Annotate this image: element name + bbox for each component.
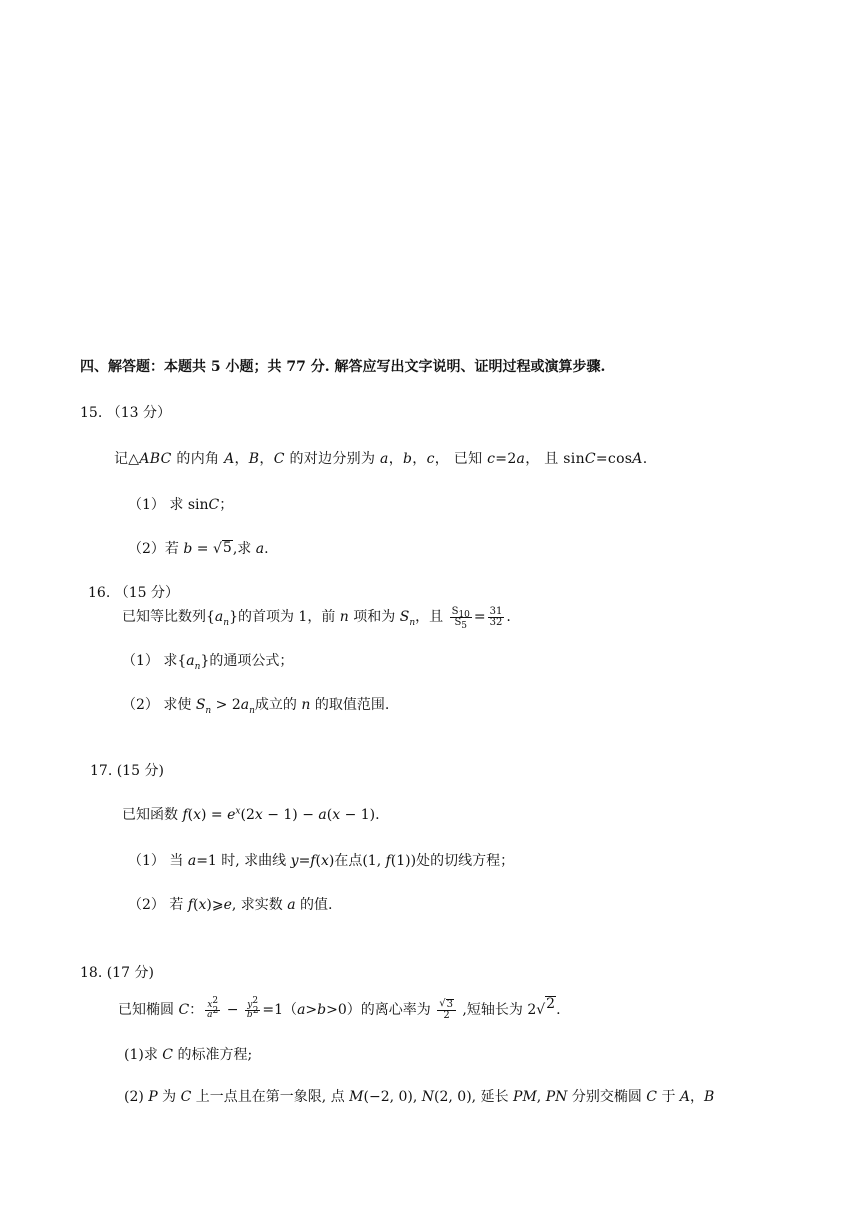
fraction-y2-b2: $\frac{y^2}{b^2}$: [246, 995, 259, 1020]
fraction-x2-a2: $\frac{x^2}{a^2}$: [207, 995, 219, 1020]
problem-15-part-2: （2）若 b = √ 5 ,求 a.: [128, 540, 269, 557]
section-header: 四、解答题：本题共 5 小题；共 77 分. 解答应写出文字说明、证明过程或演算步骤.: [80, 359, 606, 375]
problem-number: 17.: [90, 763, 113, 779]
problem-16-heading: [88, 584, 179, 602]
sqrt-symbol: √ 5: [212, 540, 232, 557]
problem-score: (17 分): [106, 965, 154, 981]
problem-17-heading: [90, 762, 164, 780]
problem-17-part-1: （1） 当 a=1 时, 求曲线 y=f(x)在点(1, f(1))处的切线方程；: [128, 853, 515, 869]
problem-number: 16.: [88, 585, 111, 601]
problem-number: 15.: [80, 405, 103, 421]
problem-17-stem: 已知函数 $f(x) = e^x(2x - 1) - a(x - 1)$.: [122, 806, 380, 823]
problem-16-stem: 已知等比数列$\{a_n\}$的首项为 1，前 n 项和为 $S_n$，且 $\frac{S_{10}}{S_5}$ = $\frac{31}{32}$ .: [122, 605, 511, 631]
problem-number: 18.: [80, 965, 103, 981]
problem-15-heading: [80, 404, 171, 422]
problem-score: (15 分): [116, 763, 164, 779]
fraction-eccentricity: √ 3 2: [437, 999, 456, 1022]
problem-17-part-2: （2） 若 f(x)⩾e, 求实数 a 的值.: [128, 897, 333, 913]
problem-16-part-1: （1） 求$\{a_n\}$的通项公式；: [122, 653, 294, 672]
problem-15-stem: 记△ABC 的内角 A，B，C 的对边分别为 a，b，c， 已知 c=2a， 且 sinC=cosA.: [114, 451, 648, 467]
fraction-31-32: $\frac{31}{32}$: [489, 605, 503, 628]
problem-18-part-2: (2) P 为 C 上一点且在第一象限, 点 M(−2, 0), N(2, 0), 延长 PM, PN 分别交椭圆 C 于 A，B: [124, 1089, 715, 1105]
problem-score: （15 分）: [114, 585, 179, 601]
problem-16-part-2: （2） 求使 $S_n > 2a_n$成立的 n 的取值范围.: [122, 697, 390, 716]
problem-18-heading: [80, 964, 154, 982]
problem-score: （13 分）: [106, 405, 171, 421]
fraction-s10-s5: $\frac{S_{10}}{S_5}$: [451, 605, 470, 631]
sqrt-symbol: √ 2: [536, 996, 556, 1018]
problem-18-stem: 已知椭圆 C： $\frac{x^2}{a^2}$ − $\frac{y^2}{b^2}$ =1（a>b>0）的离心率为 √ 3 2 ,短轴长为 2√ 2 .: [118, 996, 561, 1024]
problem-18-part-1: (1)求 C 的标准方程;: [124, 1047, 253, 1063]
problem-15-part-1: （1） 求 sinC；: [128, 497, 234, 513]
